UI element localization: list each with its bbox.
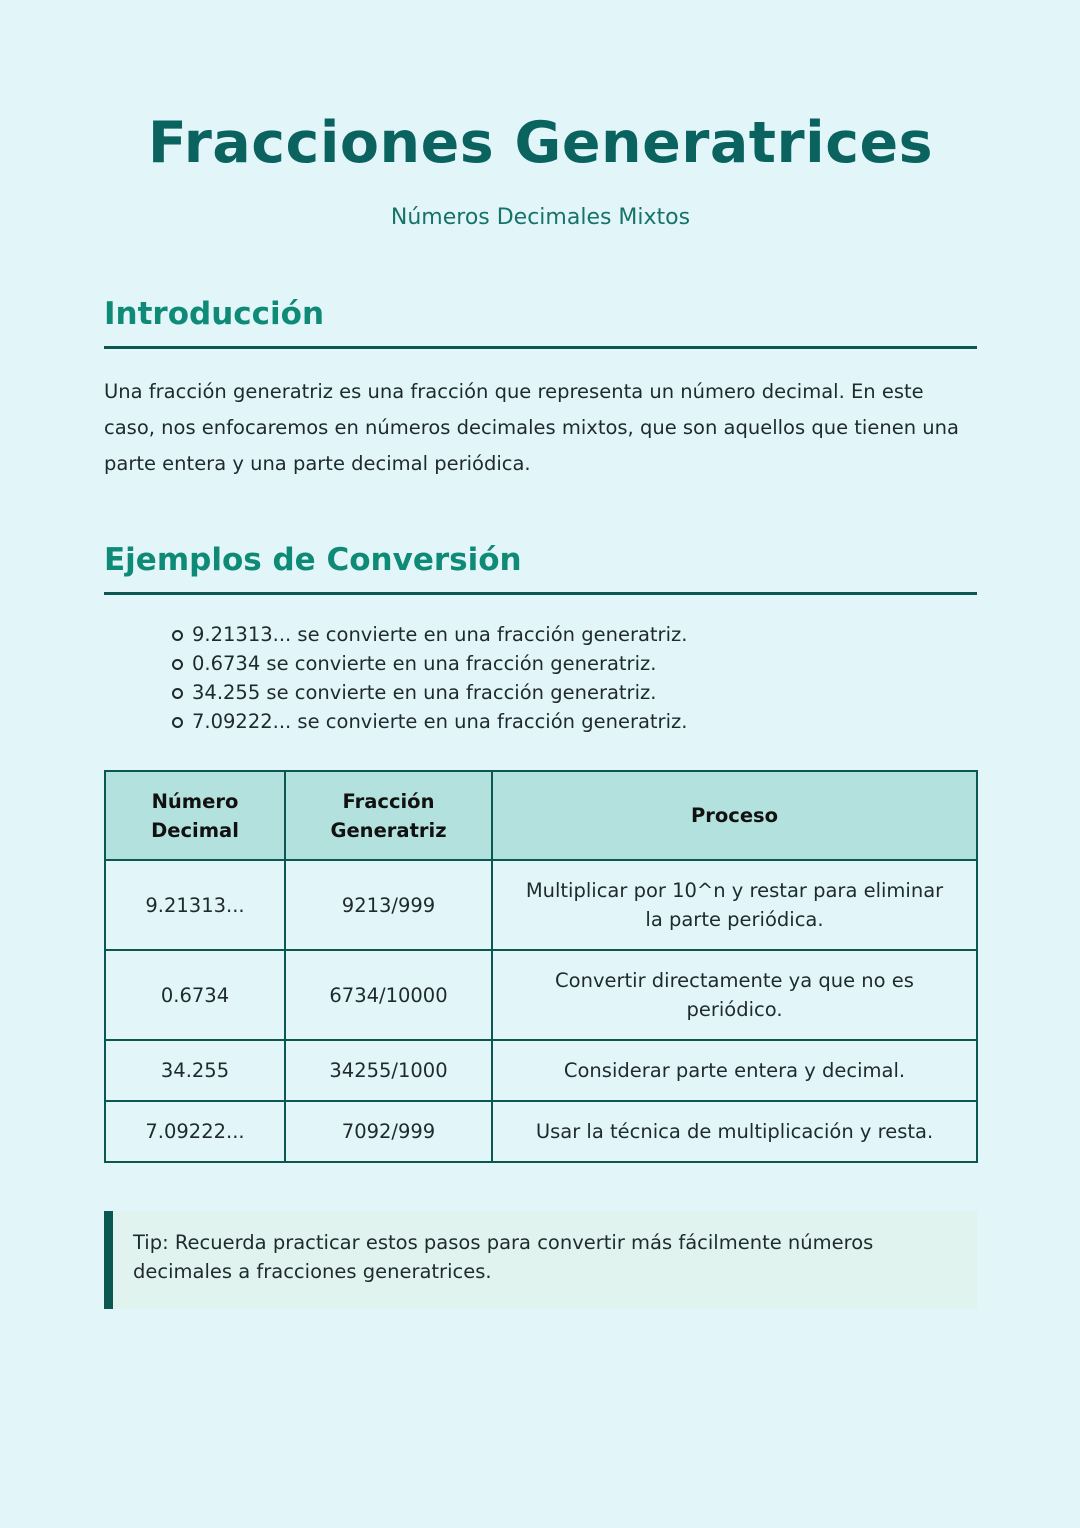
conversion-table [104, 770, 978, 1163]
table-row [105, 1040, 977, 1101]
table-row [105, 860, 977, 950]
list-item [192, 620, 687, 649]
page-subtitle: Números Decimales Mixtos [390, 205, 691, 230]
list-item-text: 9.21313... se convierte en una fracción generatriz. [192, 623, 688, 646]
cell-decimal: 7.09222... [105, 1101, 285, 1162]
list-item [192, 678, 687, 707]
cell-process: Convertir directamente ya que no es periódico. [492, 950, 977, 1040]
list-item-text: 0.6734 se convierte en una fracción generatriz. [192, 652, 657, 675]
examples-heading: Ejemplos de Conversión [104, 540, 977, 595]
header-process [492, 771, 977, 860]
cell-fraction: 7092/999 [285, 1101, 492, 1162]
cell-process: Usar la técnica de multiplicación y resta. [492, 1101, 977, 1162]
bullet-circle-icon [172, 688, 183, 699]
header-label: Fracción Generatriz [330, 789, 447, 842]
page-title: Fracciones Generatrices [147, 110, 934, 176]
cell-decimal: 34.255 [105, 1040, 285, 1101]
table-row [105, 950, 977, 1040]
header-label: Proceso [690, 804, 779, 827]
cell-fraction: 6734/10000 [285, 950, 492, 1040]
introduction-text: Una fracción generatriz es una fracción que representa un número decimal. En este caso, nos enfocaremos en números decimales mixtos, que son aquellos que tienen una parte entera y una parte decimal periódica. [104, 380, 959, 475]
header-generating-fraction [285, 771, 492, 860]
cell-process: Multiplicar por 10^n y restar para eliminar la parte periódica. [492, 860, 977, 950]
list-item-text: 34.255 se convierte en una fracción generatriz. [192, 681, 657, 704]
header-decimal-number [105, 771, 285, 860]
examples-list [192, 620, 687, 736]
introduction-heading: Introducción [104, 294, 977, 349]
bullet-circle-icon [172, 659, 183, 670]
cell-fraction: 34255/1000 [285, 1040, 492, 1101]
cell-decimal: 9.21313... [105, 860, 285, 950]
list-item [192, 649, 687, 678]
header-label: Número Decimal [151, 789, 239, 842]
cell-process: Considerar parte entera y decimal. [492, 1040, 977, 1101]
table-header-row [105, 771, 977, 860]
tip-text: Tip: Recuerda practicar estos pasos para convertir más fácilmente números decimales a fracciones generatrices. [133, 1231, 874, 1283]
list-item [192, 707, 687, 736]
cell-decimal: 0.6734 [105, 950, 285, 1040]
table-row [105, 1101, 977, 1162]
list-item-text: 7.09222... se convierte en una fracción generatriz. [192, 710, 688, 733]
tip-callout [104, 1211, 977, 1309]
cell-fraction: 9213/999 [285, 860, 492, 950]
bullet-circle-icon [172, 630, 183, 641]
bullet-circle-icon [172, 717, 183, 728]
